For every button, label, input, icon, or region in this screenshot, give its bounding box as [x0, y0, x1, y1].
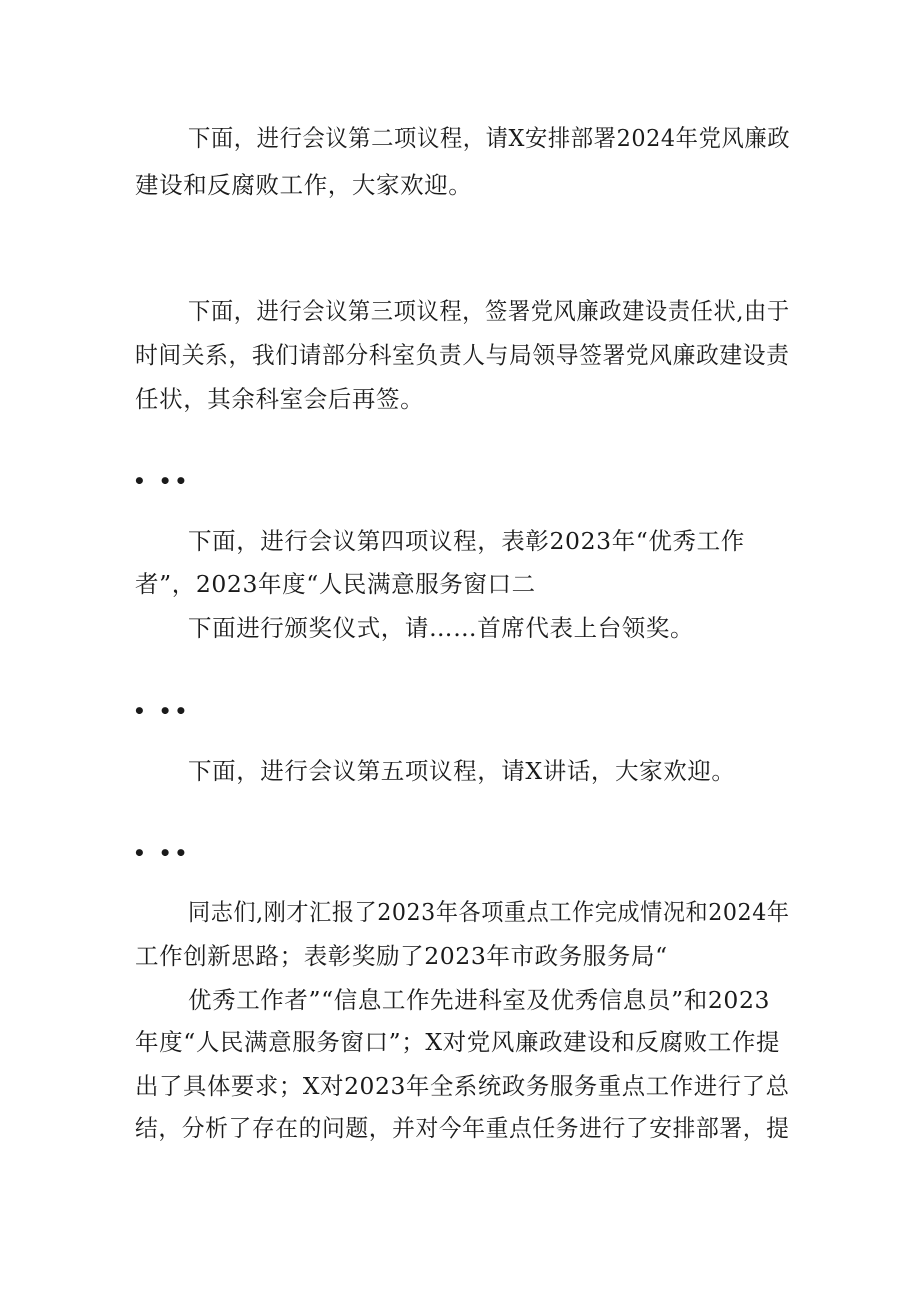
- p1-line-1: 下面，进行会议第二项议程，请X安排部署2024年党风廉政: [188, 124, 791, 152]
- p2-line-1: 下面，进行会议第三项议程，签署党风廉政建设责任状,由于: [188, 297, 790, 325]
- ellipsis-separator: • ••: [133, 699, 191, 723]
- ellipsis-separator: • ••: [133, 841, 191, 865]
- p5-line-1: 同志们,刚才汇报了2023年各项重点工作完成情况和2024年: [188, 898, 790, 926]
- p5-line-6: 结，分析了存在的问题，并对今年重点任务进行了安排部署，提: [135, 1114, 790, 1142]
- p3-line-1: 下面，进行会议第四项议程，表彰2023年“优秀工作: [188, 527, 745, 555]
- p5-line-5: 出了具体要求；X对2023年全系统政务服务重点工作进行了总: [135, 1072, 790, 1100]
- p4-line-1: 下面，进行会议第五项议程，请X讲话，大家欢迎。: [188, 757, 736, 785]
- p5-line-3: 优秀工作者”“信息工作先进科室及优秀信息员”和2023: [188, 986, 771, 1014]
- p5-line-2: 工作创新思路；表彰奖励了2023年市政务服务局“: [135, 942, 668, 970]
- p2-line-2: 时间关系，我们请部分科室负责人与局领导签署党风廉政建设责: [135, 341, 790, 369]
- p2-line-3: 任状，其余科室会后再签。: [135, 385, 425, 413]
- p3-line-2: 者”，2023年度“人民满意服务窗口二: [135, 570, 536, 598]
- p5-line-4: 年度“人民满意服务窗口”；X对党风廉政建设和反腐败工作提: [135, 1028, 781, 1056]
- p1-line-2: 建设和反腐败工作，大家欢迎。: [135, 171, 473, 199]
- ellipsis-separator: • ••: [133, 469, 191, 493]
- p3-line-3: 下面进行颁奖仪式，请……首席代表上台领奖。: [188, 614, 695, 642]
